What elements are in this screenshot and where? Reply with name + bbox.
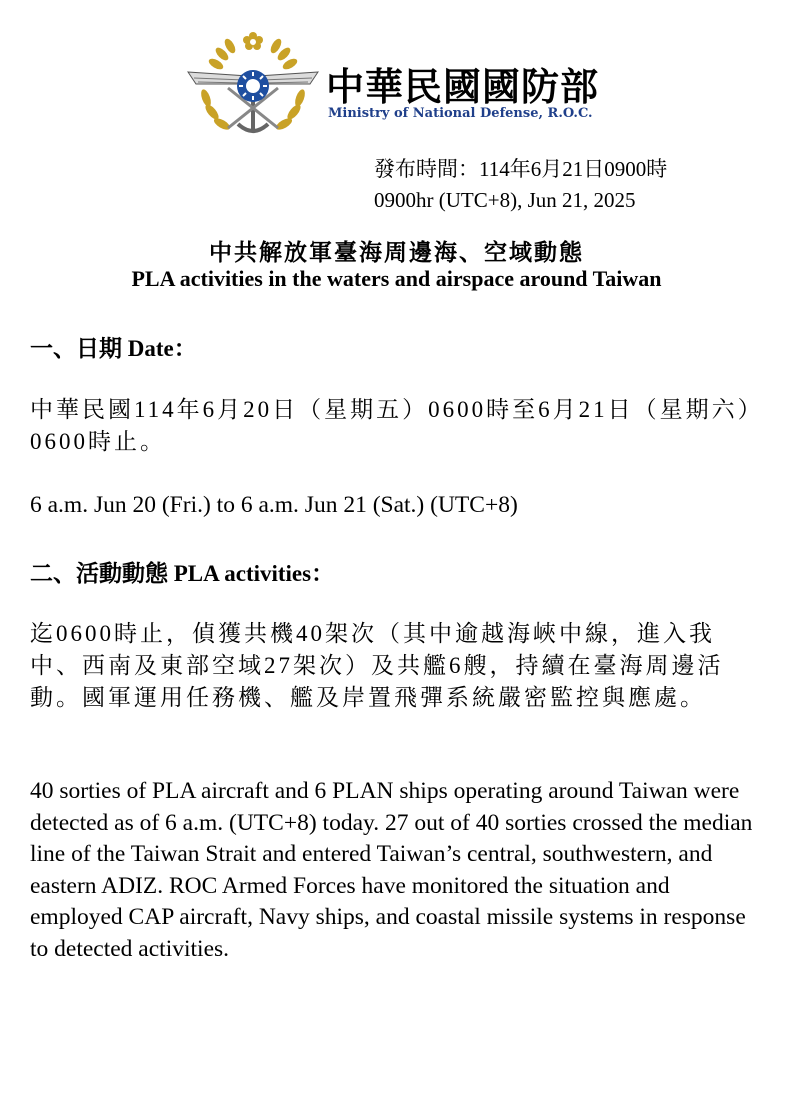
section-activities-heading: 二、活動動態 PLA activities： — [30, 561, 335, 586]
section-date-heading: 一、日期 Date： — [30, 336, 197, 361]
document-title-chinese: 中共解放軍臺海周邊海、空域動態 — [209, 240, 584, 265]
release-time-chinese: 發布時間：114年6月21日0900時 — [374, 157, 668, 181]
document-title-english: PLA activities in the waters and airspace around Taiwan — [131, 266, 662, 291]
mnd-emblem-icon — [178, 28, 328, 140]
organization-name-chinese: 中華民國國防部 — [326, 65, 600, 109]
activity-summary-english: 40 sorties of PLA aircraft and 6 PLAN ships operating around Taiwan were detected as of 6 a.m. (UTC+8) today. 27 out of 40 sorties crossed the median line of the Taiwan Strait and entered Taiwan’s central, southwestern, and eastern ADIZ. ROC Armed Forces have monitored the situation and employed CAP aircraft, Navy ships, and coastal missile systems in response to detected activities. — [30, 778, 753, 962]
date-range-english: 6 a.m. Jun 20 (Fri.) to 6 a.m. Jun 21 (Sat.) (UTC+8) — [30, 492, 518, 518]
activity-summary-chinese: 迄0600時止，偵獲共機40架次（其中逾越海峽中線，進入我中、西南及東部空域27架次）及共艦6艘，持續在臺海周邊活動。國軍運用任務機、艦及岸置飛彈系統嚴密監控與應處。 — [30, 621, 724, 710]
date-range-chinese: 中華民國114年6月20日（星期五）0600時至6月21日（星期六）0600時止。 — [30, 397, 764, 454]
letterhead — [178, 28, 628, 140]
organization-name-english: Ministry of National Defense, R.O.C. — [328, 106, 593, 121]
release-time-english: 0900hr (UTC+8), Jun 21, 2025 — [374, 188, 636, 212]
release-time-block — [374, 154, 667, 216]
